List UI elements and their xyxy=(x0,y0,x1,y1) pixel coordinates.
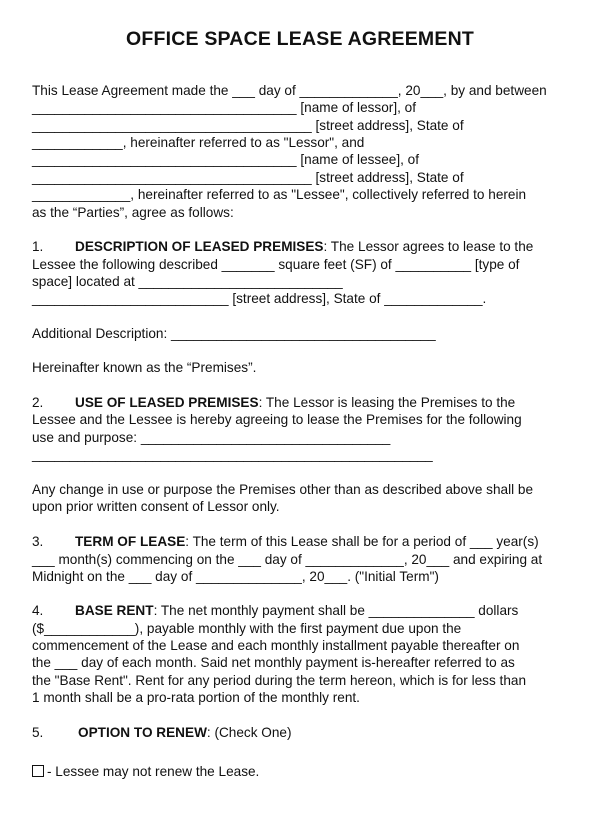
section-3-number: 3. xyxy=(32,534,44,549)
intro-line-8: as the “Parties”, agree as follows: xyxy=(32,205,234,220)
section-5-line-1 xyxy=(32,724,292,741)
intro-line-3: _____________________________________ [street address], State of xyxy=(32,118,464,133)
renew-option-1-label: - Lessee may not renew the Lease. xyxy=(47,764,260,779)
checkbox[interactable] xyxy=(32,765,44,777)
document-title: OFFICE SPACE LEASE AGREEMENT xyxy=(126,28,474,50)
section-4-number: 4. xyxy=(32,603,44,618)
section-4-text: : The net monthly payment shall be ______________ dollars xyxy=(153,603,519,618)
section-2-line-4: _____________________________________________________ xyxy=(32,447,433,462)
section-2-line-2: Lessee and the Lessee is hereby agreeing to lease the Premises for the following xyxy=(32,412,522,427)
intro-line-4: ____________, hereinafter referred to as "Lessor", and xyxy=(32,135,365,150)
section-5-text: : (Check One) xyxy=(206,725,292,740)
section-3-heading: TERM OF LEASE xyxy=(75,534,186,549)
section-4-line-1 xyxy=(32,602,518,619)
section-1-line-4: __________________________ [street address], State of _____________. xyxy=(32,291,487,306)
section-2-heading: USE OF LEASED PREMISES xyxy=(75,395,259,410)
section-4-line-2: ($____________), payable monthly with the first payment due upon the xyxy=(32,621,462,636)
section-3-line-1 xyxy=(32,533,539,550)
section-2-number: 2. xyxy=(32,395,44,410)
section-5-number: 5. xyxy=(32,725,44,740)
intro-line-5: ___________________________________ [name of lessee], of xyxy=(32,152,420,167)
section-2-line-3: use and purpose: _________________________________ xyxy=(32,430,391,445)
intro-line-1: This Lease Agreement made the ___ day of _____________, 20___, by and between xyxy=(32,83,547,98)
use-change-line-2: upon prior written consent of Lessor only. xyxy=(32,499,280,514)
section-1-heading: DESCRIPTION OF LEASED PREMISES xyxy=(75,239,324,254)
section-1-number: 1. xyxy=(32,239,44,254)
section-4-heading: BASE RENT xyxy=(75,603,154,618)
section-1-line-1 xyxy=(32,238,533,255)
section-1-line-2: Lessee the following described _______ square feet (SF) of __________ [type of xyxy=(32,257,520,272)
section-4-line-5: the "Base Rent". Rent for any period during the term hereon, which is for less than xyxy=(32,673,527,688)
premises-definition: Hereinafter known as the “Premises”. xyxy=(32,360,257,375)
section-5-heading: OPTION TO RENEW xyxy=(78,725,207,740)
intro-line-2: ___________________________________ [name of lessor], of xyxy=(32,100,416,115)
use-change-line-1: Any change in use or purpose the Premises other than as described above shall be xyxy=(32,482,534,497)
section-4-line-3: commencement of the Lease and each monthly installment payable thereafter on xyxy=(32,638,520,653)
additional-description: Additional Description: ___________________________________ xyxy=(32,326,436,341)
intro-line-6: _____________________________________ [street address], State of xyxy=(32,170,464,185)
section-1-text: : The Lessor agrees to lease to the xyxy=(323,239,534,254)
section-2-text: : The Lessor is leasing the Premises to the xyxy=(258,395,516,410)
section-3-line-3: Midnight on the ___ day of ______________, 20___. ("Initial Term") xyxy=(32,569,439,584)
section-4-line-4: the ___ day of each month. Said net monthly payment is-hereafter referred to as xyxy=(32,655,515,670)
section-2-line-1 xyxy=(32,394,515,411)
section-3-line-2: ___ month(s) commencing on the ___ day of _____________, 20___ and expiring at xyxy=(32,552,543,567)
section-3-text: : The term of this Lease shall be for a period of ___ year(s) xyxy=(185,534,539,549)
section-4-line-6: 1 month shall be a pro-rata portion of the monthly rent. xyxy=(32,690,360,705)
intro-line-7: _____________, hereinafter referred to as "Lessee", collectively referred to herein xyxy=(32,187,527,202)
section-1-line-3: space] located at ___________________________ xyxy=(32,274,343,289)
renew-option-1[interactable] xyxy=(32,763,259,780)
